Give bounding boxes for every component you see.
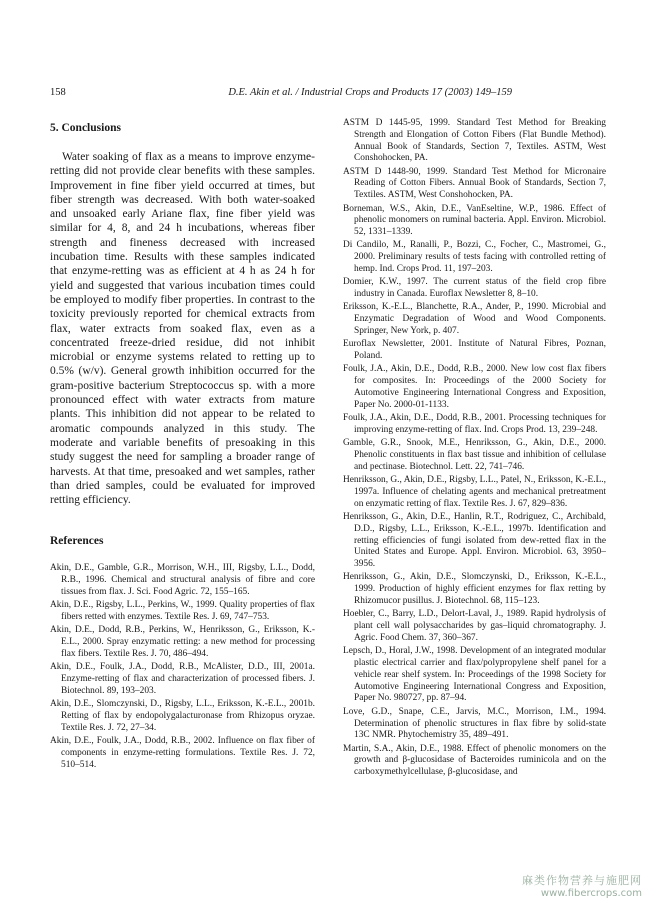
reference-item: ASTM D 1448-90, 1999. Standard Test Method for Micronaire Reading of Cotton Fibers. Annual Book of Standards, Section 7, Textiles. ASTM, West Conshohocken, PA. <box>343 166 606 201</box>
watermark-url: www.fibercrops.com <box>540 888 642 899</box>
reference-item: Euroflax Newsletter, 2001. Institute of Natural Fibres, Poznan, Poland. <box>343 339 606 362</box>
section-title-conclusions: 5. Conclusions <box>50 122 121 134</box>
reference-item: Foulk, J.A., Akin, D.E., Dodd, R.B., 2000. New low cost flax fibers for composites. In: Proceedings of the 2000 Society for Automotive Engineering International Congress and Exposition, Paper No. 2000-01-1133. <box>343 364 606 410</box>
reference-item: Borneman, W.S., Akin, D.E., VanEseltine, W.P., 1986. Effect of phenolic monomers on ruminal bacteria. Appl. Environ. Microbiol. 52, 1331–1339. <box>343 203 606 238</box>
left-column <box>50 118 315 773</box>
site-watermark <box>522 872 642 899</box>
reference-item: Gamble, G.R., Snook, M.E., Henriksson, G., Akin, D.E., 2000. Phenolic constituents in flax bast tissue and inhibition of cellulase and pectinase. Biotechnol. Lett. 22, 741–746. <box>343 438 606 472</box>
reference-item: Henriksson, G., Akin, D.E., Slomczynski, D., Eriksson, K.-E.L., 1999. Production of highly efficient enzymes for flax retting by Rhizomucor pusillus. J. Biotechnol. 68, 115–123. <box>343 572 606 607</box>
reference-item: Love, G.D., Snape, C.E., Jarvis, M.C., Morrison, I.M., 1994. Determination of phenolic structures in flax fibre by solid-state 13C NMR. Phytochemistry 35, 489–491. <box>343 706 606 741</box>
reference-item: Eriksson, K.-E.L., Blanchette, R.A., Ander, P., 1990. Microbial and Enzymatic Degradation of Wood and Wood Components. Springer, New York, p. 407. <box>343 302 606 337</box>
reference-item: Akin, D.E., Rigsby, L.L., Perkins, W., 1999. Quality properties of flax fibers retted with enzymes. Textile Res. J. 69, 747–753. <box>50 600 315 623</box>
reference-item: Henriksson, G., Akin, D.E., Hanlin, R.T., Rodriguez, C., Archibald, D.D., Rigsby, L.L., Eriksson, K.-E.L., 1997b. Identification and retting efficiencies of fungi isolated from dew-retted flax in the United States and Europe. Appl. Environ. Microbiol. 63, 3950–3956. <box>343 512 606 570</box>
reference-item: Di Candilo, M., Ranalli, P., Bozzi, C., Focher, C., Mastromei, G., 2000. Preliminary results of tests facing with controlled retting of hemp. Ind. Crops Prod. 11, 197–203. <box>343 240 606 275</box>
reference-item: Foulk, J.A., Akin, D.E., Dodd, R.B., 2001. Processing techniques for improving enzyme-retting of flax. Ind. Crops Prod. 13, 239–248. <box>343 413 606 435</box>
references-title: References <box>50 535 104 548</box>
page-number: 158 <box>50 87 66 98</box>
references-list-left <box>50 563 315 771</box>
reference-item: Henriksson, G., Akin, D.E., Rigsby, L.L., Patel, N., Eriksson, K.-E.L., 1997a. Influence of chelating agents and mechanical pretreatment on enzymatic retting of flax. Textile Res. J. 67, 829–836. <box>343 475 606 509</box>
reference-item: Akin, D.E., Foulk, J.A., Dodd, R.B., 2002. Influence on flax fiber of components in enzyme-retting formulations. Textile Res. J. 72, 510–514. <box>50 736 315 770</box>
reference-item: Akin, D.E., Dodd, R.B., Perkins, W., Henriksson, G., Eriksson, K.-E.L., 2000. Spray enzymatic retting: a new method for processing flax fibers. Textile Res. J. 70, 486–494. <box>50 625 315 659</box>
conclusions-paragraph: Water soaking of flax as a means to improve enzyme-retting did not provide clear benefits with these samples. Improvement in fine fiber yield occurred at times, but fiber strength was decreased. With both water-soaked and unsoaked early Ariane flax, fine fiber yield was similar for 4, 8, and 24 h incubations, whereas fiber strength and fineness decreased with increased incubation time. Results with these samples indicated that enzyme-retting was as efficient at 4 h as 24 h for yield and suggested that various incubation times could be employed to modify fiber properties. In contrast to the toxicity previously reported for chemical extracts from flax, water extracts from soaked flax, even as a concentrated freeze-dried residue, did not inhibit microbial or enzyme systems related to retting up to 0.5% (w/v). General growth inhibition occurred for the gram-positive bacterium Streptococcus sp. with a more pronounced effect with water extracts from mature plants. This inhibition did not appear to be related to aromatic compounds analyzed in this study. The moderate and variable benefits of presoaking in this study suggest the need for sampling a broader range of harvests. At that time, presoaked and wet samples, rather than dried samples, could be evaluated for improved retting efficiency. <box>50 151 315 507</box>
reference-item: Martin, S.A., Akin, D.E., 1988. Effect of phenolic monomers on the growth and β-glucosidase of Bacteroides ruminicola and on the carboxymethylcellulase, β-glucosidase, and <box>343 743 606 778</box>
reference-item: Akin, D.E., Foulk, J.A., Dodd, R.B., McAlister, D.D., III, 2001a. Enzyme-retting of flax and characterization of processed fibers. J. Biotechnol. 89, 193–203. <box>50 662 315 696</box>
reference-item: Domier, K.W., 1997. The current status of the field crop fibre industry in Canada. Euroflax Newsletter 8, 8–10. <box>343 277 606 300</box>
reference-item: Akin, D.E., Slomczynski, D., Rigsby, L.L., Eriksson, K.-E.L., 2001b. Retting of flax by endopolygalacturonase from Rhizopus oryzae. Textile Res. J. 72, 27–34. <box>50 699 315 733</box>
reference-item: Hoebler, C., Barry, L.D., Delort-Laval, J., 1989. Rapid hydrolysis of plant cell wall polysaccharides by gas–liquid chromatography. J. Agric. Food Chem. 37, 360–367. <box>343 609 606 643</box>
reference-item: Akin, D.E., Gamble, G.R., Morrison, W.H., III, Rigsby, L.L., Dodd, R.B., 1996. Chemical and structural analysis of fibre and core tissues from flax. J. Sci. Food Agric. 72, 155–165. <box>50 563 315 598</box>
reference-item: ASTM D 1445-95, 1999. Standard Test Method for Breaking Strength and Elongation of Cotton Fibers (Flat Bundle Method). Annual Book of Standards, Section 7, Textiles. ASTM, West Conshohocken, PA. <box>343 118 606 164</box>
running-header-citation: D.E. Akin et al. / Industrial Crops and Products 17 (2003) 149–159 <box>228 87 512 98</box>
watermark-text: 麻类作物营养与施肥网 <box>522 874 642 887</box>
right-column <box>343 118 606 781</box>
reference-item: Lepsch, D., Horal, J.W., 1998. Development of an integrated modular plastic electrical carrier and flax/polypropylene shelf panel for a vehicle rear shelf system. In: Proceedings of the 1998 Society for Automotive Engineering International Congress and Exposition, Paper No. 980727, pp. 87–94. <box>343 646 606 704</box>
references-list-right <box>343 118 606 779</box>
